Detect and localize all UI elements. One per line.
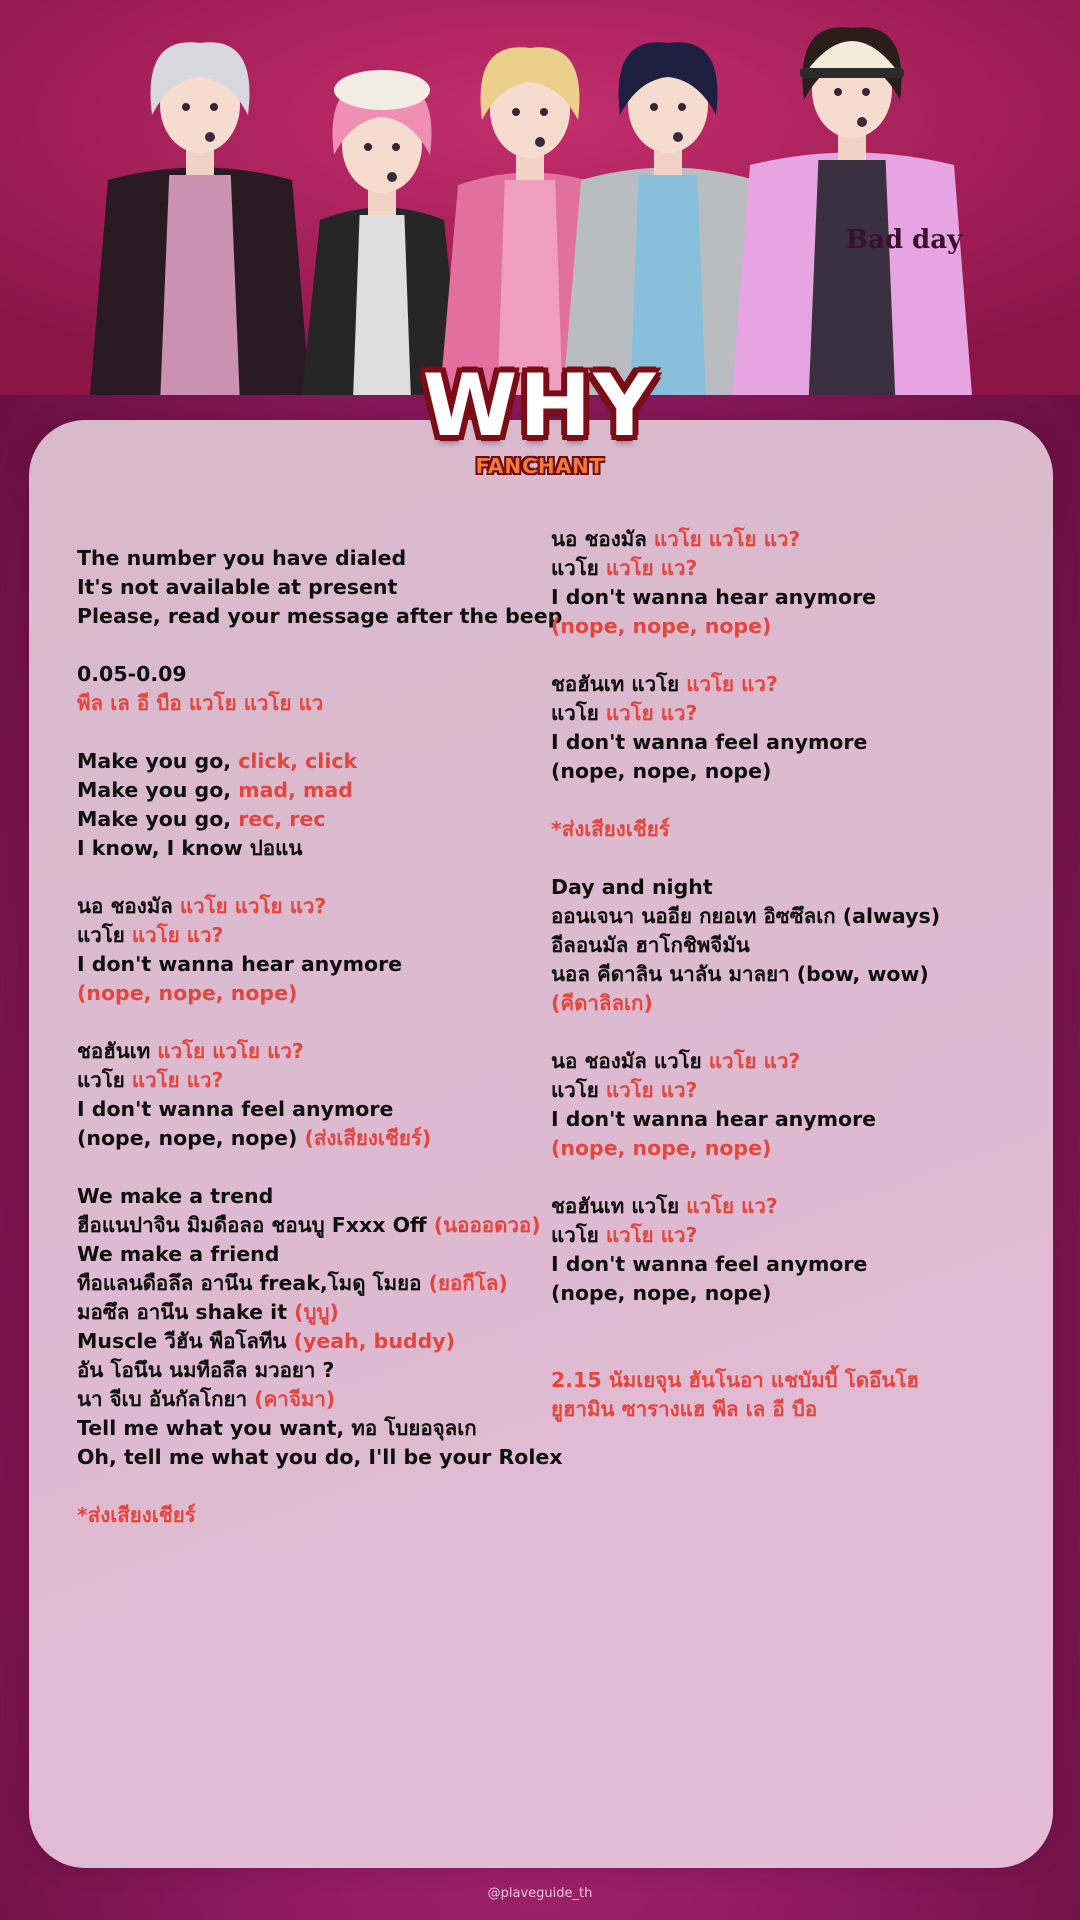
lyric-line bbox=[551, 525, 1021, 554]
headset-mic-icon bbox=[673, 132, 683, 142]
lyric-line bbox=[551, 1250, 1021, 1279]
lyric-line bbox=[77, 573, 547, 602]
fanchant-highlight: แวโย แว? bbox=[605, 1078, 698, 1102]
lyric-text: Oh, tell me what you do, I'll be your Rolex bbox=[77, 1445, 563, 1469]
lyric-text: ทือแลนดือลึล อานึน freak,โมดู โมยอ bbox=[77, 1271, 429, 1295]
lyric-line bbox=[551, 699, 1021, 728]
member-eye bbox=[512, 108, 520, 116]
lyric-text: แวโย bbox=[551, 1078, 606, 1102]
fanchant-highlight: *ส่งเสียงเชียร์ bbox=[551, 817, 670, 841]
fanchant-highlight: ยูฮามิน ซารางแฮ พีล เล อี บือ bbox=[551, 1397, 818, 1421]
lyric-line bbox=[77, 776, 547, 805]
lyric-text: (nope, nope, nope) bbox=[77, 1126, 305, 1150]
lyric-text: นอล คีดาลิน นาลัน มาลยา (bow, wow) bbox=[551, 962, 929, 986]
fanchant-highlight: mad, mad bbox=[238, 778, 353, 802]
lyric-line bbox=[551, 989, 1021, 1018]
lyric-line bbox=[77, 544, 547, 573]
blank-line bbox=[551, 1337, 1021, 1366]
fanchant-highlight: แวโย แวโย แว? bbox=[653, 527, 801, 551]
lyric-text: อีลอนมัล ฮาโกชิพจีมัน bbox=[551, 933, 750, 957]
lyric-line bbox=[77, 1443, 563, 1472]
fanchant-highlight: แวโย แวโย แว? bbox=[157, 1039, 304, 1063]
lyric-line bbox=[551, 873, 1021, 902]
fanchant-highlight: (nope, nope, nope) bbox=[77, 981, 298, 1005]
blank-line bbox=[77, 718, 547, 747]
lyric-text: Tell me what you want, ทอ โบยอจุลเก bbox=[77, 1416, 477, 1440]
fanchant-label: FANCHANT bbox=[475, 454, 605, 478]
lyric-text: นา จีเบ อันกัลโกยา bbox=[77, 1387, 255, 1411]
lyric-line bbox=[551, 1395, 1021, 1424]
fanchant-highlight: แวโย แว? bbox=[708, 1049, 801, 1073]
member-eye bbox=[182, 103, 190, 111]
song-title: WHY bbox=[422, 356, 658, 456]
lyric-line bbox=[551, 902, 1021, 931]
lyric-text: แวโย bbox=[77, 1068, 132, 1092]
member-eye bbox=[834, 88, 842, 96]
blank-line bbox=[551, 786, 1021, 815]
member-eye bbox=[678, 103, 686, 111]
lyric-line bbox=[551, 1279, 1021, 1308]
lyric-line bbox=[551, 1134, 1021, 1163]
blank-line bbox=[551, 641, 1021, 670]
lyric-line bbox=[77, 1385, 547, 1414]
lyric-line bbox=[551, 670, 1021, 699]
lyric-text: I don't wanna feel anymore bbox=[77, 1097, 394, 1121]
lyric-line bbox=[77, 1356, 547, 1385]
lyric-line bbox=[77, 1182, 547, 1211]
lyric-line bbox=[77, 1501, 547, 1530]
lyric-text: แวโย bbox=[77, 923, 132, 947]
lyric-text: Make you go, bbox=[77, 749, 239, 773]
fanchant-highlight: (nope, nope, nope) bbox=[551, 614, 772, 638]
lyric-text: I don't wanna hear anymore bbox=[551, 585, 877, 609]
lyric-line bbox=[77, 660, 547, 689]
members-illustration bbox=[0, 0, 1080, 395]
lyric-line bbox=[77, 1414, 547, 1443]
blank-line bbox=[77, 863, 547, 892]
lyric-text: นอ ชองมัล bbox=[77, 894, 180, 918]
fanchant-highlight: rec, rec bbox=[238, 807, 326, 831]
lyric-text: ออนเจนา นออีย กยอเท อิซซึลเก (always) bbox=[551, 904, 941, 928]
member-eye bbox=[210, 103, 218, 111]
fanchant-highlight: แวโย แว? bbox=[131, 923, 224, 947]
lyric-line bbox=[551, 1047, 1021, 1076]
blank-line bbox=[77, 1153, 547, 1182]
lyric-line bbox=[77, 602, 563, 631]
lyric-line bbox=[551, 583, 1021, 612]
fanchant-highlight: แวโย แว? bbox=[605, 1223, 698, 1247]
fanchant-highlight: (ส่งเสียงเชียร์) bbox=[304, 1126, 432, 1150]
fanchant-highlight: แวโย แว? bbox=[605, 701, 698, 725]
lyric-text: I don't wanna hear anymore bbox=[551, 1107, 877, 1131]
lyric-text: แวโย bbox=[551, 556, 606, 580]
lyric-line bbox=[77, 950, 547, 979]
lyric-line bbox=[551, 931, 1021, 960]
lyric-line bbox=[77, 921, 547, 950]
lyric-text: We make a friend bbox=[77, 1242, 280, 1266]
lyric-text: I don't wanna feel anymore bbox=[551, 730, 868, 754]
member-eye bbox=[862, 88, 870, 96]
lyric-text: I don't wanna hear anymore bbox=[77, 952, 403, 976]
lyric-text: นอ ชองมัล แวโย bbox=[551, 1049, 709, 1073]
blank-line bbox=[77, 1008, 547, 1037]
lyrics-left-column bbox=[77, 544, 563, 1530]
lyric-text: ฮือแนปาจิน มิมดือลอ ชอนบู Fxxx Off bbox=[77, 1213, 434, 1237]
lyric-line bbox=[77, 1066, 547, 1095]
lyric-text: I don't wanna feel anymore bbox=[551, 1252, 868, 1276]
lyric-line bbox=[551, 554, 1021, 583]
fanchant-highlight: (nope, nope, nope) bbox=[551, 1136, 772, 1160]
lyric-line bbox=[551, 1221, 1021, 1250]
lyrics-right-column bbox=[551, 525, 1021, 1424]
lyric-line bbox=[551, 1076, 1021, 1105]
fanchant-highlight: click, click bbox=[238, 749, 358, 773]
lyric-text: Make you go, bbox=[77, 778, 239, 802]
lyric-text: The number you have dialed bbox=[77, 546, 407, 570]
headset-mic-icon bbox=[387, 172, 397, 182]
lyric-text: ชอฮันเท แวโย bbox=[551, 1194, 687, 1218]
member-eye bbox=[650, 103, 658, 111]
lyric-text: Make you go, bbox=[77, 807, 239, 831]
headset-mic-icon bbox=[535, 137, 545, 147]
lyric-line bbox=[77, 1095, 547, 1124]
fanchant-highlight: แวโย แว? bbox=[131, 1068, 224, 1092]
lyric-text: It's not available at present bbox=[77, 575, 398, 599]
lyric-text: Muscle วีฮัน พือโลทีน bbox=[77, 1329, 294, 1353]
lyric-line bbox=[551, 728, 1021, 757]
blank-line bbox=[551, 844, 1021, 873]
blank-line bbox=[77, 1472, 547, 1501]
lyric-line bbox=[551, 815, 1021, 844]
lyric-text: Day and night bbox=[551, 875, 713, 899]
member-eye bbox=[364, 143, 372, 151]
member-eye bbox=[540, 108, 548, 116]
lyric-text: มอซึล อานึน shake it bbox=[77, 1300, 295, 1324]
fanchant-highlight: (นอออดวอ) bbox=[433, 1213, 541, 1237]
lyric-text: ชอฮันเท แวโย bbox=[551, 672, 687, 696]
credit-handle: @plaveguide_th bbox=[487, 1886, 593, 1901]
fanchant-highlight: (บูบู) bbox=[294, 1300, 339, 1324]
fanchant-highlight: (ยอกีโล) bbox=[428, 1271, 508, 1295]
lyric-text: We make a trend bbox=[77, 1184, 274, 1208]
lyric-line bbox=[77, 979, 547, 1008]
fanchant-highlight: (คาจีมา) bbox=[254, 1387, 336, 1411]
lyric-text: อัน โอนึน นมทือลึล มวอยา ? bbox=[77, 1358, 335, 1382]
fanchant-highlight: *ส่งเสียงเชียร์ bbox=[77, 1503, 196, 1527]
lyric-line bbox=[551, 612, 1021, 641]
lyric-line bbox=[551, 960, 1021, 989]
lyric-line bbox=[77, 747, 547, 776]
lyric-text: (nope, nope, nope) bbox=[551, 759, 772, 783]
lyric-text: แวโย bbox=[551, 1223, 606, 1247]
lyric-line bbox=[77, 805, 547, 834]
lyric-line bbox=[551, 1105, 1021, 1134]
hoodie-print-text: Bad day bbox=[846, 225, 963, 255]
lyric-text: I know, I know ปอแน bbox=[77, 836, 303, 860]
lyric-text: (nope, nope, nope) bbox=[551, 1281, 772, 1305]
fanchant-highlight: แวโย แว? bbox=[686, 672, 778, 696]
lyric-line bbox=[77, 1298, 547, 1327]
blank-line bbox=[551, 1163, 1021, 1192]
lyric-line bbox=[551, 1192, 1021, 1221]
group-artwork-banner bbox=[0, 0, 1080, 395]
cap-brim bbox=[800, 68, 904, 78]
fanchant-highlight: (คีดาลิลเก) bbox=[551, 991, 653, 1015]
fanchant-highlight: 2.15 นัมเยจุน ฮันโนอา แชบัมบี้ โดอึนโฮ bbox=[551, 1368, 919, 1392]
headset-mic-icon bbox=[205, 132, 215, 142]
lyric-line bbox=[77, 1211, 547, 1240]
blank-line bbox=[77, 631, 547, 660]
lyric-line bbox=[551, 1366, 1021, 1395]
beret-hat bbox=[334, 70, 430, 110]
lyric-line bbox=[551, 757, 1021, 786]
lyric-text: นอ ชองมัล bbox=[551, 527, 654, 551]
lyric-text: ชอฮันเท bbox=[77, 1039, 158, 1063]
blank-line bbox=[551, 1018, 1021, 1047]
lyric-line bbox=[77, 834, 547, 863]
lyric-line bbox=[77, 1240, 547, 1269]
lyric-text: แวโย bbox=[551, 701, 606, 725]
lyric-line bbox=[77, 1269, 547, 1298]
fanchant-highlight: แวโย แวโย แว? bbox=[179, 894, 327, 918]
lyric-line bbox=[77, 892, 547, 921]
blank-line bbox=[551, 1308, 1021, 1337]
headset-mic-icon bbox=[857, 117, 867, 127]
fanchant-highlight: (yeah, buddy) bbox=[293, 1329, 455, 1353]
lyric-line bbox=[77, 1327, 547, 1356]
lyric-text: 0.05-0.09 bbox=[77, 662, 187, 686]
fanchant-highlight: พีล เล อี บือ แวโย แวโย แว bbox=[77, 691, 324, 715]
lyric-line bbox=[77, 1037, 547, 1066]
lyric-text: Please, read your message after the beep bbox=[77, 604, 563, 628]
member-eye bbox=[392, 143, 400, 151]
fanchant-highlight: แวโย แว? bbox=[605, 556, 698, 580]
lyric-line bbox=[77, 1124, 547, 1153]
fanchant-highlight: แวโย แว? bbox=[686, 1194, 778, 1218]
lyric-line bbox=[77, 689, 547, 718]
